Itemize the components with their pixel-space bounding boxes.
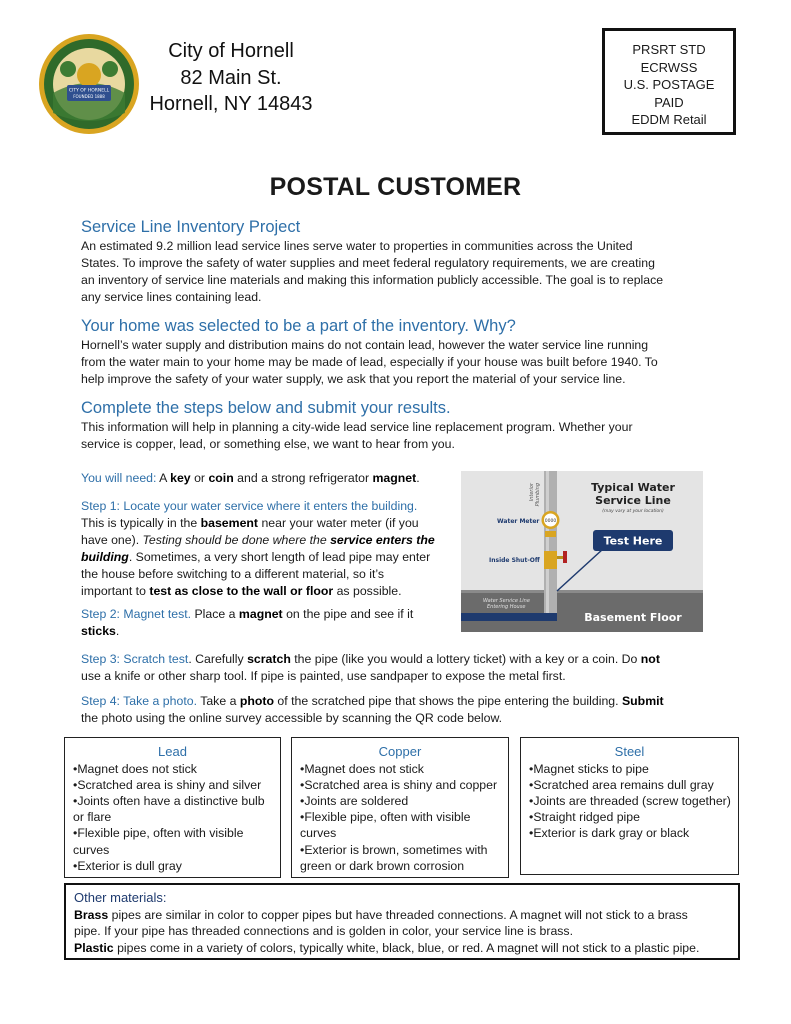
text-line: an inventory of service line materials and making this information publicly accessible. The goal is to replace	[81, 273, 664, 287]
text: building	[81, 550, 129, 564]
text: pipes are similar in color to copper pipes but have threaded connections. A magnet will not stick to a brass	[108, 907, 688, 922]
text: and a strong refrigerator	[233, 471, 373, 485]
section-body	[81, 419, 701, 453]
step-4	[81, 693, 721, 727]
copper-box	[291, 737, 509, 878]
text: test as close to the wall or floor	[149, 584, 334, 598]
you-will-need	[81, 470, 420, 487]
postage-indicia	[602, 28, 736, 135]
text-line: pipe. If your pipe has threaded connections and is golden in color, your service line is brass.	[74, 924, 573, 939]
list-item: • Exterior is dark gray or black	[529, 825, 732, 841]
copper-title: Copper	[378, 744, 422, 759]
section-body	[81, 337, 701, 388]
steel-box	[520, 737, 739, 875]
coin-word: coin	[208, 471, 234, 485]
list-item: • Straight ridged pipe	[529, 809, 732, 825]
list-item: • Flexible pipe, often with visible curves	[300, 809, 502, 841]
section-heading: Your home was selected to be a part of the inventory. Why?	[81, 317, 516, 335]
text: . Sometimes, a very short length of lead pipe may enter	[128, 550, 431, 564]
postage-line: EDDM Retail	[631, 112, 707, 128]
step-label: Step 1: Locate your water service where it enters the building.	[81, 499, 418, 513]
list-item: • Magnet does not stick	[300, 761, 502, 777]
text-line: use a knife or other sharp tool. If pipe is painted, use sandpaper to expose the metal first.	[81, 669, 566, 683]
text-line	[81, 583, 451, 600]
text: Submit	[621, 694, 664, 708]
text: photo	[239, 694, 274, 708]
text: the pipe (like you would a lottery ticket) with a key or a coin. Do	[290, 652, 641, 666]
list-item: • Scratched area remains dull gray	[529, 777, 732, 793]
text-line: States. To improve the safety of water supplies and meet federal regulatory requirements, we are creating	[81, 256, 655, 270]
text-line: service is copper, lead, or something else, we want to hear from you.	[81, 437, 455, 451]
svg-text:Service Line: Service Line	[595, 494, 671, 507]
step-1	[81, 498, 451, 600]
magnet-word: magnet	[372, 471, 417, 485]
sender-city: City of Hornell	[168, 40, 294, 62]
text: basement	[200, 516, 259, 530]
section-body	[81, 238, 701, 306]
other-materials-box	[64, 883, 740, 960]
service-line-diagram	[461, 471, 703, 632]
steel-title: Steel	[614, 744, 645, 759]
svg-text:Water Service Line: Water Service Line	[483, 598, 530, 604]
text-line	[81, 549, 451, 566]
list-item: • Exterior is dull gray	[73, 858, 274, 874]
text-line: An estimated 9.2 million lead service lines serve water to properties in communities across the United	[81, 239, 633, 253]
other-heading: Other materials:	[74, 890, 167, 905]
section-heading: Complete the steps below and submit your results.	[81, 399, 451, 417]
list-item: • Flexible pipe, often with visible curves	[73, 825, 274, 857]
sender-address	[140, 38, 322, 118]
text: . Carefully	[188, 652, 248, 666]
text: pipes come in a variety of colors, typically white, black, blue, or red. A magnet will not stick to a plastic pipe.	[113, 941, 700, 956]
text: have one).	[81, 533, 143, 547]
text: .	[115, 624, 120, 638]
text-line: the photo using the online survey accessible by scanning the QR code below.	[81, 711, 503, 725]
text: This is typically in the	[81, 516, 201, 530]
text: Testing should be done where the	[142, 533, 331, 547]
text: Place a	[191, 607, 239, 621]
svg-text:Interior: Interior	[529, 483, 535, 502]
text: Plastic	[74, 941, 114, 956]
list-item: • Scratched area is shiny and silver	[73, 777, 274, 793]
page-title: POSTAL CUSTOMER	[269, 173, 522, 201]
key-word: key	[170, 471, 191, 485]
text: on the pipe and see if it	[282, 607, 414, 621]
text-line	[81, 532, 451, 549]
text: A	[156, 471, 171, 485]
city-seal	[38, 33, 140, 135]
lead-box	[64, 737, 281, 878]
text: Take a	[197, 694, 240, 708]
text: scratch	[247, 652, 291, 666]
svg-text:Test Here: Test Here	[603, 534, 663, 548]
text-line	[74, 940, 732, 957]
step-2	[81, 606, 451, 640]
svg-text:Entering House: Entering House	[487, 604, 526, 610]
list-item: • Joints often have a distinctive bulb or flare	[73, 793, 274, 825]
svg-text:0000: 0000	[544, 519, 557, 524]
text-line: from the water main to your home may be made of lead, especially if your house was built before 1940. To	[81, 355, 658, 369]
step-label: Step 2: Magnet test.	[81, 607, 192, 621]
postage-line: PRSRT STD	[632, 42, 706, 57]
svg-text:Basement Floor: Basement Floor	[584, 611, 682, 624]
sender-street: 82 Main St.	[180, 66, 282, 89]
text: service enters the	[330, 533, 435, 547]
text: or	[190, 471, 209, 485]
text-line: Hornell’s water supply and distribution mains do not contain lead, however the water service line running	[81, 338, 649, 352]
postage-line: ECRWSS	[640, 59, 698, 75]
step-label: Step 3: Scratch test	[81, 652, 189, 666]
svg-text:CITY OF HORNELL: CITY OF HORNELL	[68, 88, 110, 94]
postage-line: PAID	[654, 94, 684, 110]
list-item: • Exterior is brown, sometimes with green or dark brown corrosion	[300, 842, 502, 874]
section-heading: Service Line Inventory Project	[81, 218, 301, 236]
text-line	[81, 515, 451, 532]
svg-text:Water Meter: Water Meter	[497, 518, 540, 525]
step-label: Step 4: Take a photo.	[81, 694, 197, 708]
text: Brass	[74, 907, 109, 922]
lead-title: Lead	[158, 744, 187, 759]
text: of the scratched pipe that shows the pipe entering the building.	[274, 694, 622, 708]
svg-text:Inside Shut-Off: Inside Shut-Off	[489, 557, 540, 564]
text-line: This information will help in planning a city-wide lead service line replacement program. Whether your	[81, 420, 633, 434]
text-line: help improve the safety of your water supply, we ask that you report the material of your service line.	[81, 372, 626, 386]
text: not	[640, 652, 660, 666]
text-line	[74, 907, 732, 924]
text: as possible.	[333, 584, 402, 598]
list-item: • Joints are threaded (screw together)	[529, 793, 732, 809]
svg-text:Plumbing: Plumbing	[535, 483, 541, 507]
list-item: • Magnet sticks to pipe	[529, 761, 732, 777]
text: magnet	[238, 607, 283, 621]
text: sticks	[81, 624, 116, 638]
text-line: the house before switching to a different material, so it’s	[81, 567, 385, 581]
svg-text:Typical Water: Typical Water	[591, 481, 675, 494]
svg-text:FOUNDED 1888: FOUNDED 1888	[73, 94, 105, 99]
step-3	[81, 651, 721, 685]
list-item: • Magnet does not stick	[73, 761, 274, 777]
text: .	[416, 471, 420, 485]
label: You will need:	[81, 471, 157, 485]
list-item: • Joints are soldered	[300, 793, 502, 809]
sender-citystate: Hornell, NY 14843	[149, 93, 313, 115]
svg-text:(may vary at your location): (may vary at your location)	[602, 509, 664, 514]
postage-line: U.S. POSTAGE	[623, 77, 715, 93]
text: near your water meter (if you	[258, 516, 419, 530]
text-line: any service lines containing lead.	[81, 290, 262, 304]
list-item: • Scratched area is shiny and copper	[300, 777, 502, 793]
text: important to	[81, 584, 150, 598]
